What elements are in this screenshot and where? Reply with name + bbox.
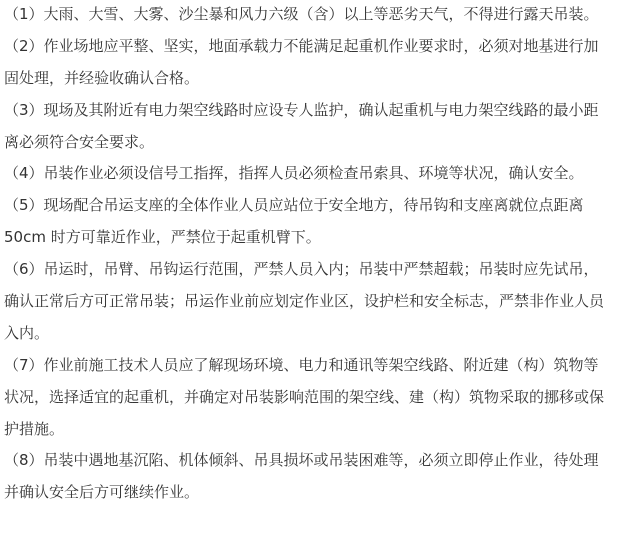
text-line: （8）吊装中遇地基沉陷、机体倾斜、吊具损坏或吊装困难等，必须立即停止作业，待处理 <box>4 451 599 470</box>
paragraph-3 <box>4 95 624 159</box>
text-line: 确认正常后方可正常吊装；吊运作业前应划定作业区，设护栏和安全标志，严禁非作业人员 <box>4 292 605 311</box>
text-line: （6）吊运时，吊臂、吊钩运行范围，严禁人员入内；吊装中严禁超载；吊装时应先试吊， <box>4 260 599 279</box>
paragraph-6 <box>4 254 624 350</box>
paragraph-4 <box>4 158 624 190</box>
paragraph-8 <box>4 445 624 509</box>
document-body <box>4 0 624 509</box>
text-line: 并确认安全后方可继续作业。 <box>4 483 200 502</box>
text-line: （2）作业场地应平整、坚实，地面承载力不能满足起重机作业要求时，必须对地基进行加 <box>4 36 599 55</box>
text-line: 入内。 <box>4 323 50 342</box>
text-line: （1）大雨、大雪、大雾、沙尘暴和风力六级（含）以上等恶劣天气，不得进行露天吊装。 <box>4 5 599 23</box>
text-line: （3）现场及其附近有电力架空线路时应设专人监护，确认起重机与电力架空线路的最小距 <box>4 100 599 119</box>
text-line: （4）吊装作业必须设信号工指挥，指挥人员必须检查吊索具、环境等状况，确认安全。 <box>4 164 584 183</box>
text-line: （5）现场配合吊运支座的全体作业人员应站位于安全地方，待吊钩和支座离就位点距离 <box>4 196 584 215</box>
paragraph-1 <box>4 0 624 31</box>
paragraph-2 <box>4 31 624 95</box>
text-line: 固处理，并经验收确认合格。 <box>4 68 200 87</box>
paragraph-7 <box>4 350 624 446</box>
paragraph-5 <box>4 190 624 254</box>
text-line: 状况，选择适宜的起重机，并确定对吊装影响范围的架空线、建（构）筑物采取的挪移或保 <box>4 387 605 406</box>
text-line: 离必须符合安全要求。 <box>4 132 155 151</box>
text-line: （7）作业前施工技术人员应了解现场环境、电力和通讯等架空线路、附近建（构）筑物等 <box>4 355 599 374</box>
text-line: 护措施。 <box>4 419 65 438</box>
text-line: 50cm 时方可靠近作业，严禁位于起重机臂下。 <box>4 228 321 247</box>
